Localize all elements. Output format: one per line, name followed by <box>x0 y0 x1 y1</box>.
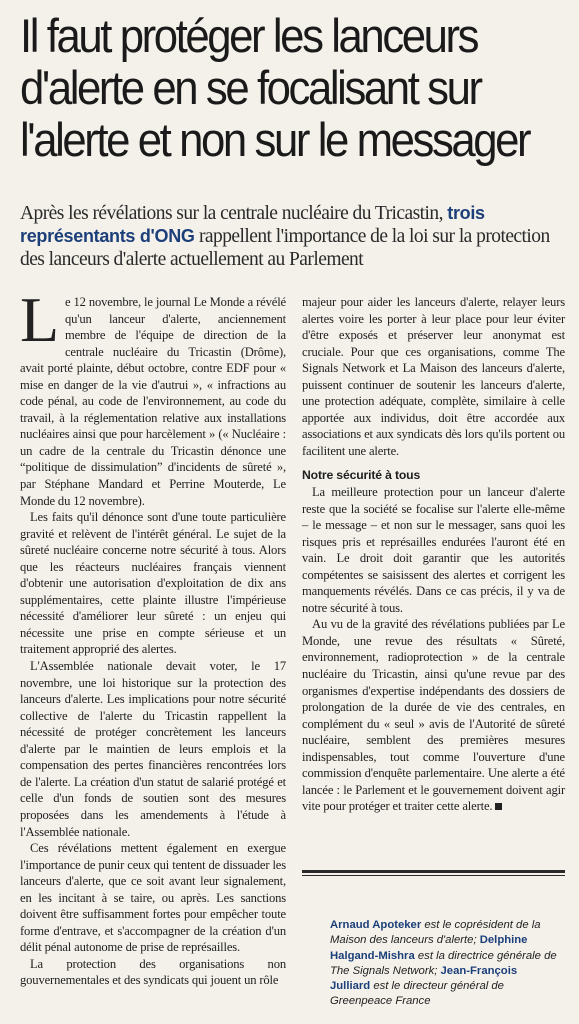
article-paragraph-7: La meilleure protection pour un lanceur d'alerte reste que la société se focalise sur l'alerte elle-même – le message – et non sur le messager, sans quoi les risques pris et représailles endurées l'auront été en vain. Le droit doit garantir que les autorités compétentes se saisissent des alertes et corrigent les manquements révélés. Dans ce cas précis, il y va de notre sécurité à tous. <box>302 484 565 615</box>
drop-cap: L <box>20 284 59 355</box>
standfirst-lead: Après les révélations sur la centrale nucléaire du Tricastin, <box>20 203 443 224</box>
headline-line-2: d'alerte en se focalisant sur <box>20 61 481 114</box>
divider-thick <box>302 870 565 873</box>
headline-line-1: Il faut protéger les lanceurs <box>20 9 478 62</box>
article-column-right <box>302 294 565 815</box>
article-paragraph-1 <box>20 284 286 509</box>
author-role-1: est le coprésident de la Maison des lanceurs d'alerte; <box>330 919 541 947</box>
article-paragraph-8-text: Au vu de la gravité des révélations publiées par Le Monde, une revue des résultats « Sûreté, environnement, radioprotection » de la centrale nucléaire du Tricastin, ainsi qu'une revue par des organismes d'expertise indépendants des dossiers de prolongation de la durée de vie des centrales, en complément du « seul » avis de l'Autorité de sûreté nucléaire, semblent des premières mesures indispensables, tout comme l'ouverture d'une commission d'enquête parlementaire. Une alerte a été lancée : le Parlement et le gouvernement doivent agir vite pour protéger et traiter cette alerte. <box>302 617 565 814</box>
standfirst-rest: rappellent l'importance de la loi sur la protection des lanceurs d'alerte actuellement au Parlement <box>20 226 550 270</box>
standfirst-accent: trois représentants d'ONG <box>20 203 485 246</box>
article-paragraph-5: La protection des organisations non gouvernementales et des syndicats qui jouent un rôle <box>20 956 286 988</box>
headline <box>20 9 530 166</box>
divider-thin <box>302 875 565 876</box>
article-column-left <box>20 284 286 989</box>
standfirst <box>20 202 565 271</box>
article-paragraph-3: L'Assemblée nationale devait voter, le 17 novembre, une loi historique sur la protection des lanceurs d'alerte. Les implications pour notre sécurité collective de l'alerte du Tricastin rappellent la nécessité de protéger concrètement les lanceurs d'alerte par le maintien de leurs emplois et la compensation des pertes financières rencontrées lors de l'alerte. La création d'un statut de salarié protégé et celle d'un fonds de soutien sont des mesures proposées dans les amendements à l'étude à l'Assemblée nationale. <box>20 659 286 839</box>
author-name-3: Jean-François Julliard <box>330 964 518 993</box>
end-mark-icon <box>495 803 502 810</box>
author-name-2: Delphine Halgand-Mishra <box>330 934 528 962</box>
article-paragraph-4: Ces révélations mettent également en exergue l'importance de punir ceux qui tentent de dissuader les lanceurs d'alerte, que ce soit avant leur signalement, en les incitant à se taire, ou après. Les sanctions doivent être suffisamment fortes pour empêcher toute forme d'entrave, et s'accompagner de la création d'un délit pénal autonome de prise de représailles. <box>20 841 286 955</box>
author-role-2: est la directrice générale de The Signals Network; <box>330 949 557 977</box>
author-name-1: Arnaud Apoteker <box>330 919 422 931</box>
author-role-3: est le directeur général de Greenpeace France <box>330 980 504 1008</box>
article-paragraph-1-text: e 12 novembre, le journal Le Monde a révélé qu'un lanceur d'alerte, anciennement membre de l'équipe de direction de la centrale nucléaire du Tricastin (Drôme), avait porté plainte, début octobre, contre EDF pour « mise en danger de la vie d'autrui », « infractions au code pénal, au code de l'environnement, au code du travail, à la réglementation relative aux installations nucléaires ainsi que pour harcèlement » (« Nucléaire : un cadre de la centrale du Tricastin dénonce une “politique de dissimulation” d'incidents de sûreté », par Stéphane Mandard et Perrine Mouterde, Le Monde du 12 novembre). <box>20 295 286 508</box>
section-subhead: Notre sécurité à tous <box>302 468 421 483</box>
author-bio <box>330 918 560 1010</box>
article-paragraph-8 <box>302 616 565 815</box>
article-paragraph-2: Les faits qu'il dénonce sont d'une toute particulière gravité et relèvent de l'intérêt général. Le sujet de la sûreté nucléaire concerne notre sécurité à tous. Alors que les réacteurs nucléaires français viennent d'obtenir une autorisation d'exploitation de dix ans supplémentaires, cette plainte illustre l'impérieuse nécessité d'améliorer leur sûreté : un enjeu qui nécessite une prise en compte sérieuse et un traitement approprié des alertes. <box>20 510 286 657</box>
headline-line-3: l'alerte et non sur le messager <box>20 113 530 166</box>
article-paragraph-6: majeur pour aider les lanceurs d'alerte, relayer leurs alertes voire les porter à leur place pour leur éviter d'être exposés et préserver leur anonymat est cruciale. Pour que ces organisations, comme The Signals Network et La Maison des lanceurs d'alerte, puissent continuer de soutenir les lanceurs d'alerte, une protection adéquate, complète, similaire à celle apportée aux individus, doit être accordée aux associations et aux syndicats dès lors qu'ils portent ou facilitent une alerte. <box>302 295 565 458</box>
